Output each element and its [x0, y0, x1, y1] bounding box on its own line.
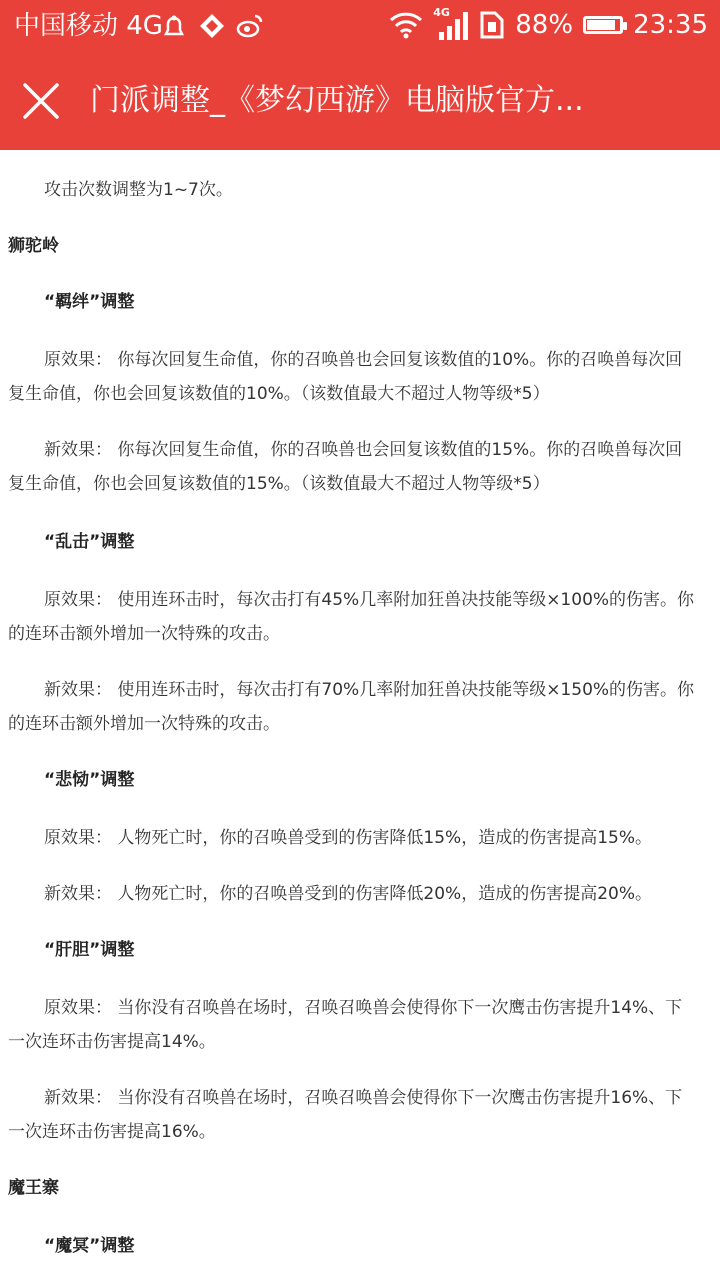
article-paragraph: 一次连环击伤害提高16%。: [8, 1122, 216, 1142]
article-paragraph: 攻击次数调整为1~7次。: [44, 180, 233, 200]
cell-signal-icon: [433, 8, 469, 42]
article-paragraph: 原效果： 你每次回复生命值，你的召唤兽也会回复该数值的10%。你的召唤兽每次回: [44, 350, 683, 370]
network-badge: 4G: [433, 6, 450, 19]
app-toolbar: [0, 52, 720, 150]
close-icon[interactable]: [14, 74, 68, 128]
skill-heading: “乱击”调整: [44, 532, 135, 552]
article-paragraph: 原效果： 当你没有召唤兽在场时，召唤召唤兽会使得你下一次鹰击伤害提升14%、下: [44, 998, 683, 1018]
page-title: 门派调整_《梦幻西游》电脑版官方...: [90, 83, 584, 118]
article-paragraph: 复生命值，你也会回复该数值的10%。（该数值最大不超过人物等级*5）: [8, 384, 550, 404]
clock: 23:35: [633, 10, 708, 40]
article-paragraph: 原效果： 人物死亡时，你的召唤兽受到的伤害降低15%，造成的伤害提高15%。: [44, 828, 652, 848]
skill-heading: “肝胆”调整: [44, 940, 135, 960]
article-paragraph: 的连环击额外增加一次特殊的攻击。: [8, 624, 280, 644]
article-paragraph: 新效果： 你每次回复生命值，你的召唤兽也会回复该数值的15%。你的召唤兽每次回: [44, 440, 683, 460]
skill-heading: “魔冥”调整: [44, 1236, 135, 1256]
article-paragraph: 新效果： 使用连环击时，每次击打有70%几率附加狂兽决技能等级×150%的伤害。你: [44, 680, 695, 700]
battery-level: [587, 20, 615, 30]
diamond-app-icon: [198, 12, 226, 40]
battery-percent: 88%: [515, 10, 574, 40]
article-paragraph: 复生命值，你也会回复该数值的15%。（该数值最大不超过人物等级*5）: [8, 474, 550, 494]
article-paragraph: 一次连环击伤害提高14%。: [8, 1032, 216, 1052]
article-paragraph: 原效果： 使用连环击时，每次击打有45%几率附加狂兽决技能等级×100%的伤害。你: [44, 590, 695, 610]
skill-heading: “羁绊”调整: [44, 292, 135, 312]
weibo-icon: [236, 12, 264, 40]
notification-icon: [160, 12, 188, 40]
section-heading: 魔王寨: [8, 1178, 59, 1198]
skill-heading: “悲恸”调整: [44, 770, 135, 790]
status-bar: [0, 0, 720, 52]
status-right: [389, 8, 708, 42]
article-paragraph: 的连环击额外增加一次特殊的攻击。: [8, 714, 280, 734]
notification-icons: [160, 12, 264, 40]
sim-icon: [479, 10, 505, 40]
article-paragraph: 新效果： 人物死亡时，你的召唤兽受到的伤害降低20%，造成的伤害提高20%。: [44, 884, 652, 904]
carrier-label: 中国移动 4G: [14, 11, 163, 41]
wifi-icon: [389, 11, 423, 39]
article-content: [0, 150, 720, 1280]
battery-icon: [583, 16, 623, 34]
section-heading: 狮驼岭: [8, 236, 59, 256]
article-paragraph: 新效果： 当你没有召唤兽在场时，召唤召唤兽会使得你下一次鹰击伤害提升16%、下: [44, 1088, 683, 1108]
